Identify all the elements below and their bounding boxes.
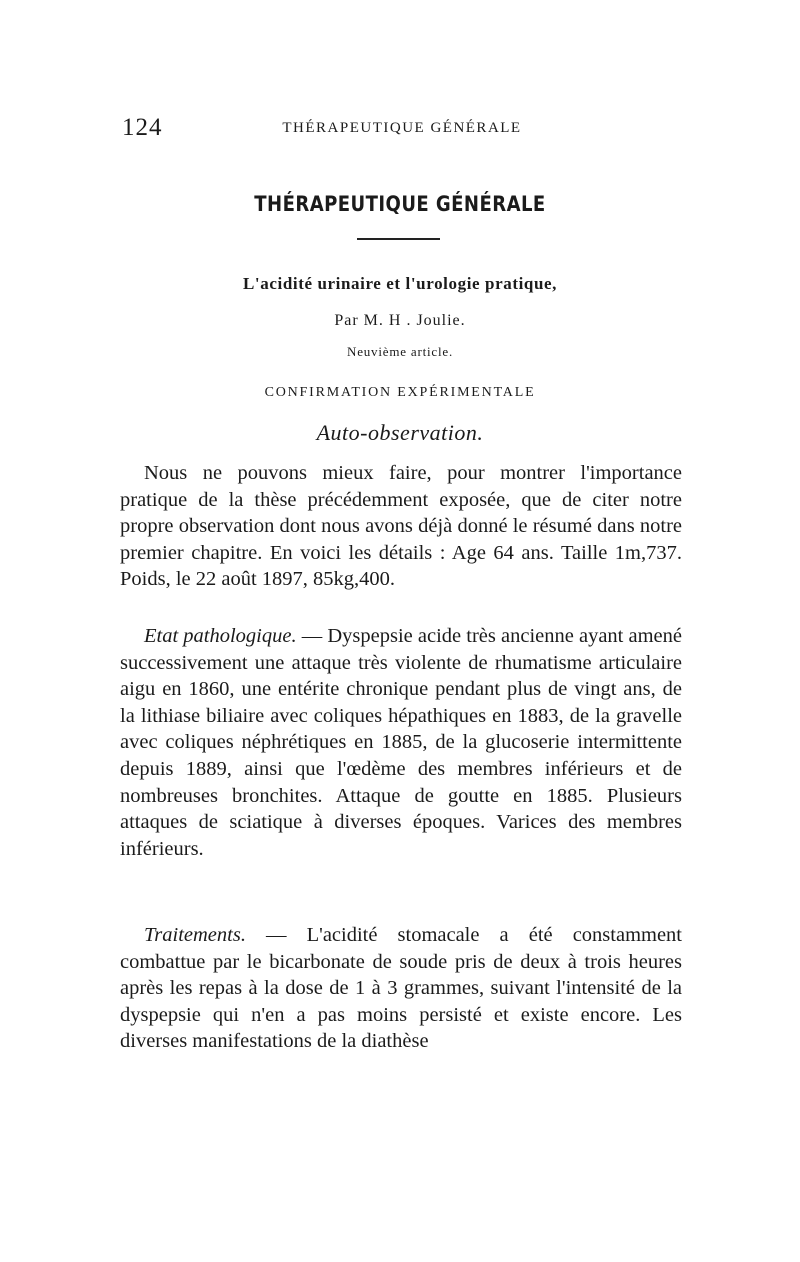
paragraph-text: — Dyspepsie acide très ancienne ayant amené successivement une attaque très violente de rhumatisme articulaire aigu en 1860, une entérite chronique pendant plus de vingt ans, de la lithiase biliaire avec coliques hépathiques en 1883, de la gravelle avec coliques néphrétiques en 1885, de la glucoserie intermittente depuis 1889, ainsi que l'œdème des membres inférieurs et de nombreuses bronchites. Attaque de goutte en 1885. Plusieurs attaques de sciatique à diverses époques. Varices des membres inférieurs. bbox=[120, 625, 682, 860]
running-title: THÉRAPEUTIQUE GÉNÉRALE bbox=[282, 120, 522, 136]
paragraph-text: — L'acidité stomacale a été constamment combattue par le bicarbonate de soude pris de deux à trois heures après les repas à la dose de 1 à 3 grammes, suivant l'intensité de la dyspepsie qui n'en a pas moins persisté et existe encore. Les diverses manifestations de la diathèse bbox=[120, 924, 682, 1053]
paragraph-etat-pathologique bbox=[120, 623, 682, 862]
page-number: 124 bbox=[122, 114, 163, 141]
subsubsection-heading: Auto-observation. bbox=[316, 420, 484, 445]
running-head bbox=[122, 114, 682, 142]
paragraph-lead: Etat pathologique. bbox=[144, 625, 297, 647]
section-title: THÉRAPEUTIQUE GÉNÉRALE bbox=[254, 192, 546, 216]
subsection-heading: CONFIRMATION EXPÉRIMENTALE bbox=[264, 385, 536, 400]
paragraph-lead: Traitements. bbox=[144, 924, 246, 946]
author-byline: Par M. H . Joulie. bbox=[334, 312, 466, 329]
paragraph-text: Nous ne pouvons mieux faire, pour montrer l'importance pratique de la thèse précédemment exposée, que de citer notre propre observation dont nous avons déjà donné le résumé dans notre premier chapitre. En voici les détails : Age 64 ans. Taille 1m,737. Poids, le 22 août 1897, 85kg,400. bbox=[120, 462, 682, 591]
title-rule bbox=[357, 238, 440, 240]
article-number: Neuvième article. bbox=[347, 344, 453, 359]
article-title: L'acidité urinaire et l'urologie pratique, bbox=[242, 274, 558, 293]
paragraph-auto-observation bbox=[120, 460, 682, 593]
paragraph-traitements bbox=[120, 922, 682, 1055]
